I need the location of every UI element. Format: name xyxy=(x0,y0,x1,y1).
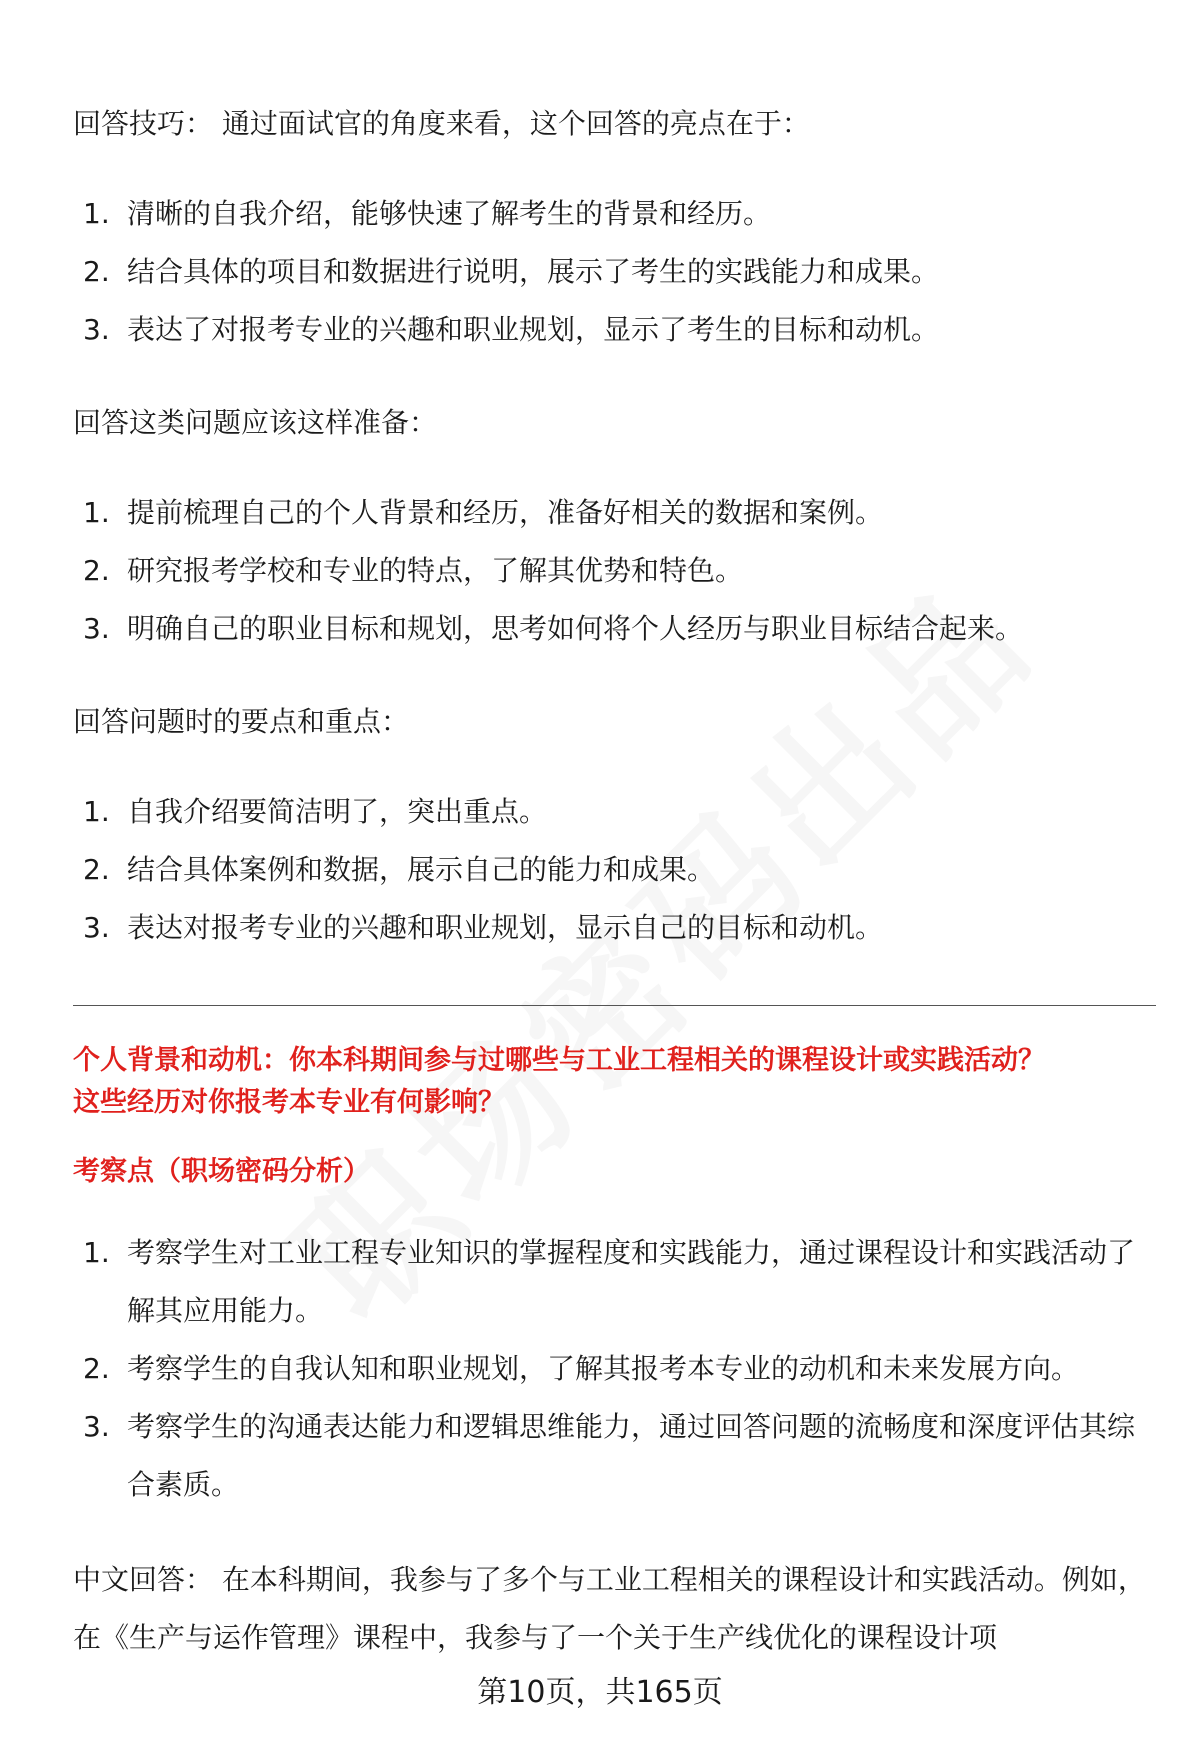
list-item xyxy=(73,185,1153,243)
list-item xyxy=(73,301,1153,359)
list-number: 1. xyxy=(83,795,110,828)
list-number: 3. xyxy=(83,612,110,645)
list-number: 3. xyxy=(83,1410,110,1443)
list-number: 1. xyxy=(83,1236,110,1269)
list-number: 2. xyxy=(83,554,110,587)
list-number: 1. xyxy=(83,496,110,529)
list-text: 结合具体案例和数据，展示自己的能力和成果。 xyxy=(127,853,716,886)
list-item xyxy=(73,542,1153,600)
list-number: 3. xyxy=(83,911,110,944)
list-item xyxy=(73,600,1153,658)
answer-paragraph: 中文回答： 在本科期间，我参与了多个与工业工程相关的课程设计和实践活动。例如，在《生产与运作管理》课程中，我参与了一个关于生产线优化的课程设计项 xyxy=(73,1563,1146,1654)
list-item xyxy=(73,899,1153,957)
section1-intro: 回答技巧： 通过面试官的角度来看，这个回答的亮点在于： xyxy=(73,107,810,140)
list-number: 2. xyxy=(83,853,110,886)
list-number: 1. xyxy=(83,197,110,230)
list-text: 结合具体的项目和数据进行说明，展示了考生的实践能力和成果。 xyxy=(127,255,940,288)
divider xyxy=(73,1005,1156,1006)
list-text: 表达对报考专业的兴趣和职业规划，显示自己的目标和动机。 xyxy=(127,911,884,944)
question-line1: 个人背景和动机：你本科期间参与过哪些与工业工程相关的课程设计或实践活动？ xyxy=(73,1045,1045,1076)
list-item xyxy=(73,783,1153,841)
list-text: 考察学生的沟通表达能力和逻辑思维能力，通过回答问题的流畅度和深度评估其综合素质。 xyxy=(127,1410,1136,1501)
list-text: 考察学生对工业工程专业知识的掌握程度和实践能力，通过课程设计和实践活动了解其应用能力。 xyxy=(127,1236,1136,1327)
list-item xyxy=(73,243,1153,301)
list-text: 表达了对报考专业的兴趣和职业规划，显示了考生的目标和动机。 xyxy=(127,313,940,346)
list-text: 明确自己的职业目标和规划，思考如何将个人经历与职业目标结合起来。 xyxy=(127,612,1024,645)
list-item xyxy=(73,1398,1153,1514)
list-text: 提前梳理自己的个人背景和经历，准备好相关的数据和案例。 xyxy=(127,496,884,529)
question-line2: 这些经历对你报考本专业有何影响？ xyxy=(73,1087,505,1118)
list-item xyxy=(73,841,1153,899)
exam-point-title: 考察点（职场密码分析） xyxy=(73,1156,370,1187)
list-number: 2. xyxy=(83,255,110,288)
section3-intro: 回答问题时的要点和重点： xyxy=(73,705,410,738)
list-item xyxy=(73,484,1153,542)
list-text: 清晰的自我介绍，能够快速了解考生的背景和经历。 xyxy=(127,197,772,230)
list-number: 3. xyxy=(83,313,110,346)
list-item xyxy=(73,1340,1153,1398)
list-text: 研究报考学校和专业的特点，了解其优势和特色。 xyxy=(127,554,744,587)
list-text: 自我介绍要简洁明了，突出重点。 xyxy=(127,795,548,828)
list-number: 2. xyxy=(83,1352,110,1385)
list-item xyxy=(73,1224,1153,1340)
list-text: 考察学生的自我认知和职业规划，了解其报考本专业的动机和未来发展方向。 xyxy=(127,1352,1080,1385)
section2-intro: 回答这类问题应该这样准备： xyxy=(73,406,438,439)
page-number: 第10页，共165页 xyxy=(477,1675,723,1710)
